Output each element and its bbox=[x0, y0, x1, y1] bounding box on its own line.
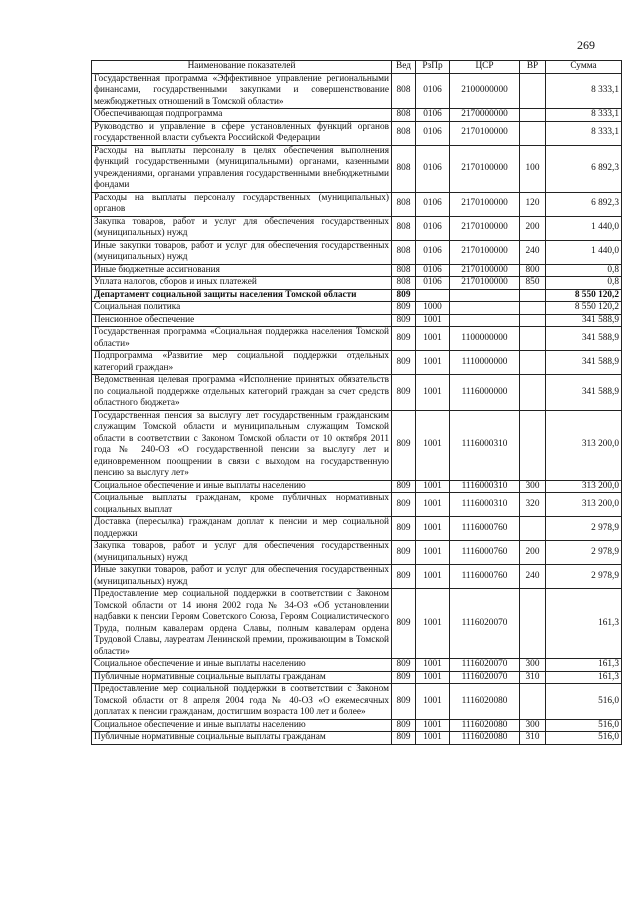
cell-ved: 809 bbox=[392, 732, 416, 745]
cell-sum: 8 333,1 bbox=[546, 73, 622, 109]
table-row bbox=[92, 410, 622, 480]
table-row bbox=[92, 565, 622, 589]
cell-vr: 100 bbox=[520, 145, 546, 192]
cell-vr bbox=[520, 327, 546, 351]
cell-sum: 161,3 bbox=[546, 589, 622, 659]
cell-csr: 2170100000 bbox=[450, 277, 520, 290]
table-row bbox=[92, 264, 622, 277]
cell-csr: 1116020070 bbox=[450, 671, 520, 684]
cell-ved: 809 bbox=[392, 719, 416, 732]
cell-name: Ведомственная целевая программа «Исполнение принятых обязательств по социальной поддержке отдельных категорий граждан за счет средств областного бюджета» bbox=[92, 375, 392, 411]
cell-rzpr: 1001 bbox=[416, 327, 450, 351]
cell-ved: 809 bbox=[392, 517, 416, 541]
cell-sum: 313 200,0 bbox=[546, 493, 622, 517]
cell-csr bbox=[450, 289, 520, 302]
cell-csr: 2100000000 bbox=[450, 73, 520, 109]
cell-ved: 809 bbox=[392, 314, 416, 327]
cell-sum: 8 333,1 bbox=[546, 121, 622, 145]
cell-rzpr: 1001 bbox=[416, 480, 450, 493]
cell-ved: 808 bbox=[392, 240, 416, 264]
cell-name: Социальные выплаты гражданам, кроме публичных нормативных социальных выплат bbox=[92, 493, 392, 517]
cell-csr: 2170100000 bbox=[450, 145, 520, 192]
cell-csr: 1116020070 bbox=[450, 659, 520, 672]
cell-rzpr: 1001 bbox=[416, 565, 450, 589]
cell-name: Иные бюджетные ассигнования bbox=[92, 264, 392, 277]
cell-vr: 850 bbox=[520, 277, 546, 290]
table-row bbox=[92, 121, 622, 145]
cell-csr bbox=[450, 314, 520, 327]
table-row bbox=[92, 517, 622, 541]
table-row bbox=[92, 109, 622, 122]
cell-sum: 1 440,0 bbox=[546, 216, 622, 240]
cell-rzpr: 1000 bbox=[416, 302, 450, 315]
table-row bbox=[92, 289, 622, 302]
cell-name: Расходы на выплаты персоналу в целях обеспечения выполнения функций государственными (муниципальными) органами, казенными учреждениями, органами управления государственными внебюджетными фондами bbox=[92, 145, 392, 192]
cell-csr: 1116000310 bbox=[450, 410, 520, 480]
cell-name: Государственная программа «Социальная поддержка населения Томской области» bbox=[92, 327, 392, 351]
cell-ved: 808 bbox=[392, 277, 416, 290]
cell-name: Департамент социальной защиты населения Томской области bbox=[92, 289, 392, 302]
table-row bbox=[92, 589, 622, 659]
cell-vr: 300 bbox=[520, 719, 546, 732]
cell-rzpr: 0106 bbox=[416, 277, 450, 290]
cell-vr bbox=[520, 589, 546, 659]
table-row bbox=[92, 732, 622, 745]
table-row bbox=[92, 145, 622, 192]
cell-name: Расходы на выплаты персоналу государственных (муниципальных) органов bbox=[92, 192, 392, 216]
cell-name: Подпрограмма «Развитие мер социальной поддержки отдельных категорий граждан» bbox=[92, 351, 392, 375]
cell-name: Предоставление мер социальной поддержки в соответствии с Законом Томской области от 8 апреля 2004 года № 40-ОЗ «О ежемесячных доплатах к пенсии гражданам, достигшим возраста 100 лет и более» bbox=[92, 684, 392, 720]
cell-csr: 1116000760 bbox=[450, 517, 520, 541]
cell-name: Государственная программа «Эффективное управление региональными финансами, государственными закупками и совершенствование межбюджетных отношений в Томской области» bbox=[92, 73, 392, 109]
cell-rzpr: 1001 bbox=[416, 493, 450, 517]
cell-vr bbox=[520, 121, 546, 145]
cell-sum: 6 892,3 bbox=[546, 145, 622, 192]
cell-ved: 808 bbox=[392, 192, 416, 216]
cell-rzpr: 1001 bbox=[416, 375, 450, 411]
cell-sum: 161,3 bbox=[546, 671, 622, 684]
cell-vr: 310 bbox=[520, 671, 546, 684]
cell-rzpr: 0106 bbox=[416, 121, 450, 145]
cell-csr: 1116000760 bbox=[450, 541, 520, 565]
cell-vr bbox=[520, 684, 546, 720]
cell-vr: 300 bbox=[520, 659, 546, 672]
cell-rzpr: 0106 bbox=[416, 145, 450, 192]
cell-csr: 1116020080 bbox=[450, 719, 520, 732]
cell-name: Государственная пенсия за выслугу лет государственным гражданским служащим Томской области и муниципальным служащим Томской области в соответствии с Законом Томской области от 10 октября 2011 года № 240-ОЗ «О государственной пенсии за выслугу лет и единовременном поощрении в связи с выходом на государственную пенсию за выслугу лет» bbox=[92, 410, 392, 480]
table-row bbox=[92, 684, 622, 720]
header-vr: ВР bbox=[520, 61, 546, 74]
cell-name: Социальное обеспечение и иные выплаты населению bbox=[92, 659, 392, 672]
cell-ved: 809 bbox=[392, 671, 416, 684]
cell-name: Обеспечивающая подпрограмма bbox=[92, 109, 392, 122]
cell-vr bbox=[520, 73, 546, 109]
cell-sum: 341 588,9 bbox=[546, 375, 622, 411]
cell-ved: 809 bbox=[392, 410, 416, 480]
cell-csr: 1116020080 bbox=[450, 732, 520, 745]
table-row bbox=[92, 277, 622, 290]
cell-ved: 809 bbox=[392, 327, 416, 351]
table-row bbox=[92, 314, 622, 327]
header-name: Наименование показателей bbox=[92, 61, 392, 74]
cell-rzpr: 0106 bbox=[416, 73, 450, 109]
cell-name: Закупка товаров, работ и услуг для обеспечения государственных (муниципальных) нужд bbox=[92, 216, 392, 240]
cell-csr: 2170100000 bbox=[450, 264, 520, 277]
cell-csr: 1116000760 bbox=[450, 565, 520, 589]
table-row bbox=[92, 327, 622, 351]
cell-vr bbox=[520, 410, 546, 480]
cell-ved: 808 bbox=[392, 145, 416, 192]
cell-sum: 0,8 bbox=[546, 264, 622, 277]
cell-name: Доставка (пересылка) гражданам доплат к пенсии и мер социальной поддержки bbox=[92, 517, 392, 541]
cell-rzpr bbox=[416, 289, 450, 302]
cell-vr: 120 bbox=[520, 192, 546, 216]
cell-sum: 341 588,9 bbox=[546, 314, 622, 327]
cell-vr: 320 bbox=[520, 493, 546, 517]
cell-csr bbox=[450, 302, 520, 315]
cell-ved: 809 bbox=[392, 302, 416, 315]
cell-rzpr: 0106 bbox=[416, 264, 450, 277]
cell-ved: 808 bbox=[392, 121, 416, 145]
page-number: 269 bbox=[577, 38, 595, 52]
cell-vr bbox=[520, 109, 546, 122]
cell-ved: 808 bbox=[392, 73, 416, 109]
cell-sum: 313 200,0 bbox=[546, 410, 622, 480]
cell-sum: 2 978,9 bbox=[546, 541, 622, 565]
cell-name: Публичные нормативные социальные выплаты гражданам bbox=[92, 671, 392, 684]
cell-ved: 808 bbox=[392, 264, 416, 277]
cell-csr: 1116020080 bbox=[450, 684, 520, 720]
cell-name: Социальное обеспечение и иные выплаты населению bbox=[92, 719, 392, 732]
cell-rzpr: 1001 bbox=[416, 659, 450, 672]
cell-rzpr: 0106 bbox=[416, 216, 450, 240]
cell-sum: 8 550 120,2 bbox=[546, 302, 622, 315]
cell-csr: 2170000000 bbox=[450, 109, 520, 122]
cell-vr bbox=[520, 289, 546, 302]
cell-ved: 809 bbox=[392, 480, 416, 493]
cell-ved: 809 bbox=[392, 289, 416, 302]
cell-rzpr: 0106 bbox=[416, 240, 450, 264]
cell-sum: 6 892,3 bbox=[546, 192, 622, 216]
cell-sum: 8 550 120,2 bbox=[546, 289, 622, 302]
cell-rzpr: 1001 bbox=[416, 517, 450, 541]
cell-name: Социальная политика bbox=[92, 302, 392, 315]
cell-csr: 2170100000 bbox=[450, 240, 520, 264]
cell-sum: 161,3 bbox=[546, 659, 622, 672]
cell-ved: 808 bbox=[392, 109, 416, 122]
table-row bbox=[92, 240, 622, 264]
cell-name: Предоставление мер социальной поддержки в соответствии с Законом Томской области от 14 июня 2002 года № 34-ОЗ «Об установлении надбавки к пенсии Героям Советского Союза, Героям Социалистического Труда, полным кавалерам ордена Славы, полным кавалерам ордена Трудовой Славы, лауреатам Ленинской премии, проживающим в Томской области» bbox=[92, 589, 392, 659]
cell-vr: 200 bbox=[520, 541, 546, 565]
cell-vr: 240 bbox=[520, 565, 546, 589]
cell-sum: 1 440,0 bbox=[546, 240, 622, 264]
cell-ved: 809 bbox=[392, 565, 416, 589]
cell-rzpr: 1001 bbox=[416, 684, 450, 720]
cell-rzpr: 1001 bbox=[416, 351, 450, 375]
cell-csr: 1116000310 bbox=[450, 480, 520, 493]
cell-name: Социальное обеспечение и иные выплаты населению bbox=[92, 480, 392, 493]
cell-ved: 809 bbox=[392, 684, 416, 720]
cell-name: Иные закупки товаров, работ и услуг для обеспечения государственных (муниципальных) нужд bbox=[92, 565, 392, 589]
cell-vr bbox=[520, 517, 546, 541]
table-row bbox=[92, 375, 622, 411]
cell-ved: 808 bbox=[392, 216, 416, 240]
cell-csr: 1110000000 bbox=[450, 351, 520, 375]
cell-name: Иные закупки товаров, работ и услуг для обеспечения государственных (муниципальных) нужд bbox=[92, 240, 392, 264]
cell-name: Руководство и управление в сфере установленных функций органов государственной власти субъекта Российской Федерации bbox=[92, 121, 392, 145]
cell-csr: 2170100000 bbox=[450, 192, 520, 216]
table-row bbox=[92, 192, 622, 216]
table-header-row bbox=[92, 61, 622, 74]
header-ved: Вед bbox=[392, 61, 416, 74]
cell-name: Публичные нормативные социальные выплаты гражданам bbox=[92, 732, 392, 745]
cell-vr: 310 bbox=[520, 732, 546, 745]
cell-rzpr: 1001 bbox=[416, 719, 450, 732]
cell-name: Пенсионное обеспечение bbox=[92, 314, 392, 327]
cell-sum: 516,0 bbox=[546, 719, 622, 732]
table-row bbox=[92, 351, 622, 375]
cell-csr: 1100000000 bbox=[450, 327, 520, 351]
cell-rzpr: 0106 bbox=[416, 192, 450, 216]
cell-rzpr: 0106 bbox=[416, 109, 450, 122]
cell-sum: 516,0 bbox=[546, 732, 622, 745]
cell-csr: 1116020070 bbox=[450, 589, 520, 659]
cell-csr: 1116000310 bbox=[450, 493, 520, 517]
table-row bbox=[92, 719, 622, 732]
header-sum: Сумма bbox=[546, 61, 622, 74]
cell-rzpr: 1001 bbox=[416, 732, 450, 745]
cell-vr: 800 bbox=[520, 264, 546, 277]
cell-rzpr: 1001 bbox=[416, 671, 450, 684]
table-body bbox=[92, 73, 622, 744]
cell-ved: 809 bbox=[392, 493, 416, 517]
cell-sum: 0,8 bbox=[546, 277, 622, 290]
cell-sum: 341 588,9 bbox=[546, 351, 622, 375]
table-row bbox=[92, 302, 622, 315]
cell-sum: 8 333,1 bbox=[546, 109, 622, 122]
cell-ved: 809 bbox=[392, 589, 416, 659]
cell-vr: 300 bbox=[520, 480, 546, 493]
cell-vr bbox=[520, 375, 546, 411]
budget-table bbox=[91, 60, 622, 745]
table-row bbox=[92, 216, 622, 240]
cell-sum: 2 978,9 bbox=[546, 565, 622, 589]
table-row bbox=[92, 480, 622, 493]
cell-rzpr: 1001 bbox=[416, 589, 450, 659]
table-row bbox=[92, 671, 622, 684]
cell-rzpr: 1001 bbox=[416, 410, 450, 480]
cell-vr: 200 bbox=[520, 216, 546, 240]
cell-csr: 2170100000 bbox=[450, 121, 520, 145]
cell-vr bbox=[520, 314, 546, 327]
cell-vr bbox=[520, 351, 546, 375]
cell-ved: 809 bbox=[392, 351, 416, 375]
cell-vr bbox=[520, 302, 546, 315]
cell-ved: 809 bbox=[392, 541, 416, 565]
cell-sum: 313 200,0 bbox=[546, 480, 622, 493]
cell-rzpr: 1001 bbox=[416, 314, 450, 327]
header-csr: ЦСР bbox=[450, 61, 520, 74]
cell-csr: 1116000000 bbox=[450, 375, 520, 411]
table-row bbox=[92, 541, 622, 565]
table-row bbox=[92, 659, 622, 672]
cell-ved: 809 bbox=[392, 375, 416, 411]
cell-sum: 341 588,9 bbox=[546, 327, 622, 351]
table-row bbox=[92, 73, 622, 109]
cell-sum: 516,0 bbox=[546, 684, 622, 720]
cell-vr: 240 bbox=[520, 240, 546, 264]
cell-sum: 2 978,9 bbox=[546, 517, 622, 541]
table-row bbox=[92, 493, 622, 517]
cell-csr: 2170100000 bbox=[450, 216, 520, 240]
cell-ved: 809 bbox=[392, 659, 416, 672]
cell-rzpr: 1001 bbox=[416, 541, 450, 565]
cell-name: Закупка товаров, работ и услуг для обеспечения государственных (муниципальных) нужд bbox=[92, 541, 392, 565]
cell-name: Уплата налогов, сборов и иных платежей bbox=[92, 277, 392, 290]
header-rzpr: РзПр bbox=[416, 61, 450, 74]
